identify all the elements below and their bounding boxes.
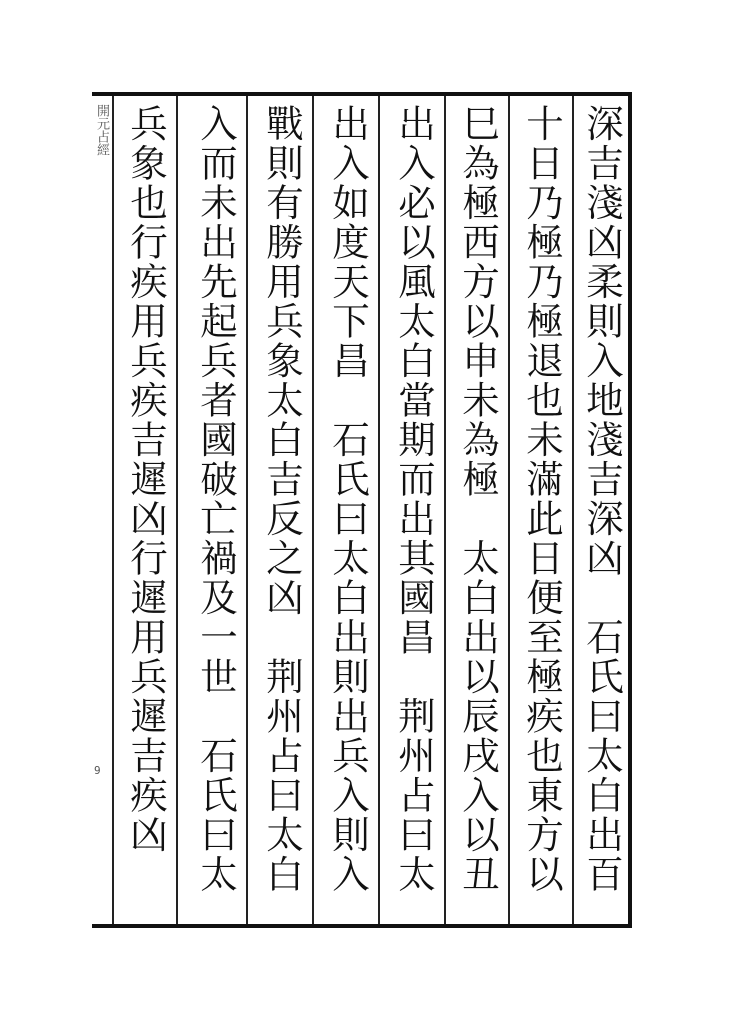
bottom-border [92,924,632,928]
text-column-2: 十日乃極乃極退也未滿此日便至極疾也東方以 [520,104,564,894]
page-number: 9 [94,764,101,777]
text-column-7: 入而未出先起兵者國破亡禍及一世 石氏曰太 [194,104,238,894]
column-divider [112,96,114,924]
text-column-4: 出入必以風太白當期而出其國昌 荆州占曰太 [392,104,436,894]
top-border [92,92,632,96]
column-divider [312,96,314,924]
text-column-3: 巳為極西方以申未為極 太白出以辰戌入以丑 [456,104,500,894]
text-column-8: 兵象也行疾用兵疾吉遲凶行遲用兵遲吉疾凶 [124,104,168,855]
margin-title: 開元占經 [94,104,109,156]
column-divider [246,96,248,924]
column-divider [378,96,380,924]
text-column-6: 戰則有勝用兵象太白吉反之凶 荆州占曰太白 [260,104,304,894]
column-divider [176,96,178,924]
text-column-1: 深吉淺凶柔則入地淺吉深凶 石氏曰太白出百 [580,104,624,894]
column-divider [572,96,574,924]
column-divider [444,96,446,924]
text-column-5: 出入如度天下昌 石氏曰太白出則出兵入則入 [326,104,370,894]
column-divider [508,96,510,924]
